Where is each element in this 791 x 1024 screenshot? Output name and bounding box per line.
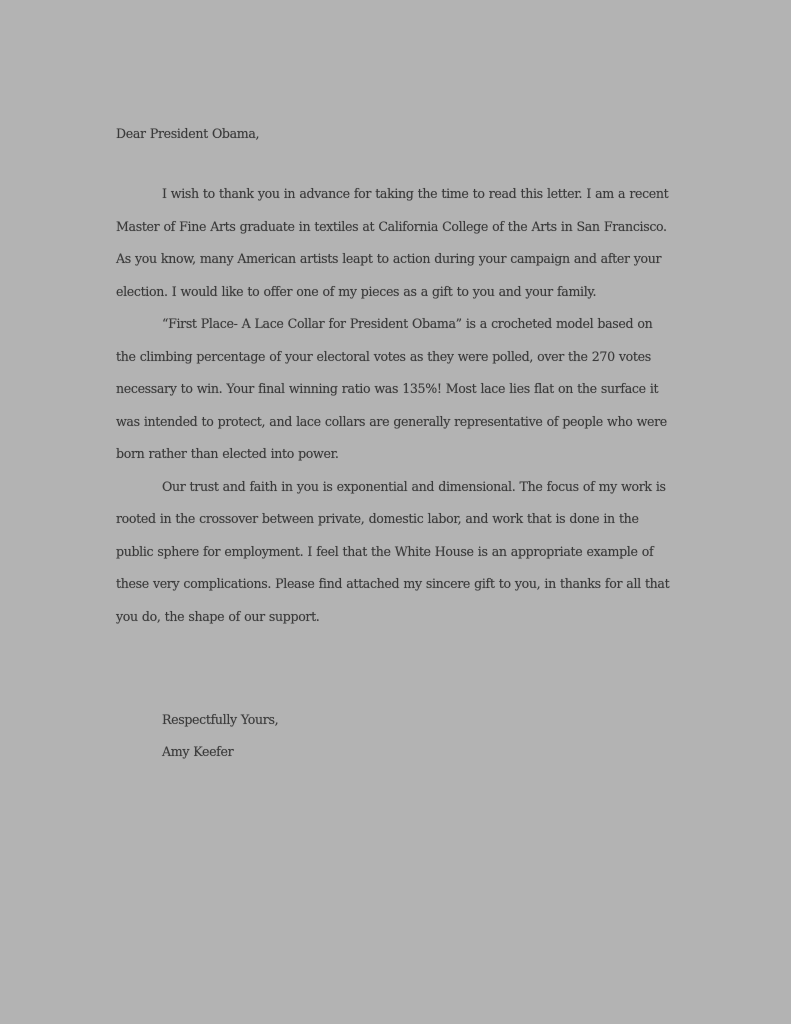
- letter-body: [116, 122, 676, 768]
- salutation: Dear President Obama,: [116, 126, 260, 141]
- paragraph-trust-and-faith: Our trust and faith in you is exponential and dimensional. The focus of my work is rooted in the crossover between private, domestic labor, and work that is done in the public sphere for employment. I feel that the White House is an appropriate example of these very complications. Please find attached my sincere gift to you, in thanks for all that you do, the shape of our support.: [116, 478, 670, 624]
- paragraph-introduction: I wish to thank you in advance for taking the time to read this letter. I am a recent Master of Fine Arts graduate in textiles at California College of the Arts in San Francisco. As you know, many American artists leapt to action during your campaign and after your election. I would like to offer one of my pieces as a gift to you and your family.: [116, 186, 669, 299]
- paragraph-lace-collar: “First Place- A Lace Collar for President Obama” is a crocheted model based on the climbing percentage of your electoral votes as they were polled, over the 270 votes necessary to win. Your final winning ratio was 135%! Most lace lies flat on the surface it was intended to protect, and lace collars are generally representative of people who were born rather than elected into power.: [116, 316, 667, 461]
- closing-block: [116, 704, 676, 768]
- signature-name: Amy Keefer: [162, 744, 234, 759]
- closing-phrase: Respectfully Yours,: [162, 712, 279, 727]
